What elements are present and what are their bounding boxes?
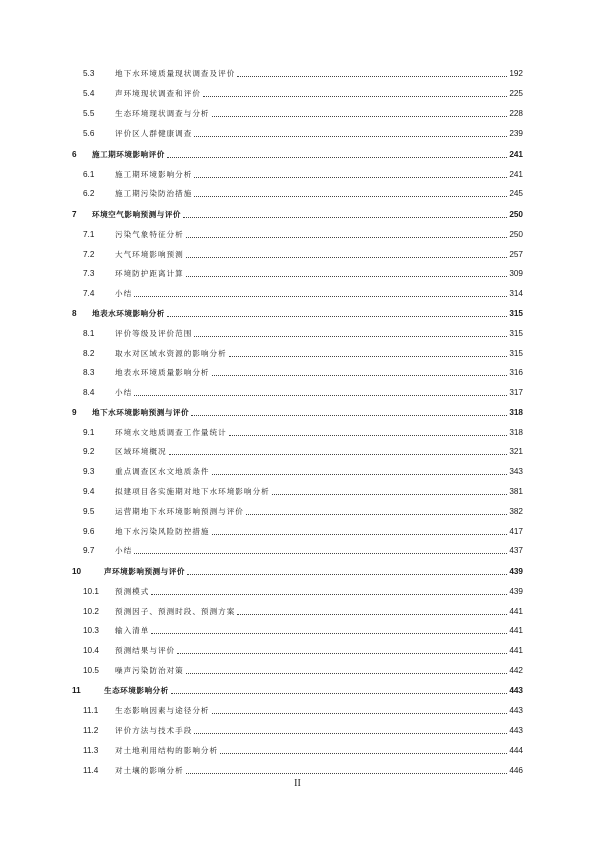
toc-section-entry[interactable] bbox=[0, 386, 595, 400]
toc-entry-page: 250 bbox=[509, 210, 523, 219]
toc-section-entry[interactable] bbox=[0, 744, 595, 758]
toc-section-entry[interactable] bbox=[0, 624, 595, 638]
toc-entry-number: 5.3 bbox=[83, 69, 95, 78]
toc-entry-number: 6.2 bbox=[83, 189, 95, 198]
toc-entry-title: 小结 bbox=[115, 388, 133, 397]
toc-entry-title: 环境空气影响预测与评价 bbox=[92, 210, 182, 219]
toc-dot-leader bbox=[186, 257, 507, 258]
toc-entry-title: 小结 bbox=[115, 289, 133, 298]
toc-entry-page: 439 bbox=[509, 587, 523, 596]
toc-entry-number: 6 bbox=[72, 150, 77, 159]
toc-entry-number: 10 bbox=[72, 567, 82, 576]
toc-entry-title: 地下水污染风险防控措施 bbox=[115, 527, 210, 536]
toc-entry-page: 225 bbox=[509, 89, 523, 98]
toc-dot-leader bbox=[229, 356, 507, 357]
toc-dot-leader bbox=[246, 514, 507, 515]
toc-dot-leader bbox=[229, 435, 507, 436]
toc-dot-leader bbox=[203, 96, 507, 97]
toc-dot-leader bbox=[186, 276, 507, 277]
toc-dot-leader bbox=[134, 553, 507, 554]
toc-entry-page: 192 bbox=[509, 69, 523, 78]
toc-dot-leader bbox=[167, 316, 507, 317]
toc-chapter-entry[interactable] bbox=[0, 406, 595, 420]
toc-dot-leader bbox=[169, 454, 507, 455]
toc-section-entry[interactable] bbox=[0, 525, 595, 539]
toc-entry-number: 10.3 bbox=[83, 626, 99, 635]
toc-entry-page: 317 bbox=[509, 388, 523, 397]
toc-entry-number: 11.4 bbox=[83, 766, 99, 775]
toc-section-entry[interactable] bbox=[0, 168, 595, 182]
toc-section-entry[interactable] bbox=[0, 764, 595, 778]
toc-entry-title: 预测模式 bbox=[115, 587, 150, 596]
toc-section-entry[interactable] bbox=[0, 544, 595, 558]
toc-entry-title: 地下水环境影响预测与评价 bbox=[92, 408, 190, 417]
toc-entry-page: 318 bbox=[509, 428, 523, 437]
toc-entry-number: 5.4 bbox=[83, 89, 95, 98]
toc-entry-page: 316 bbox=[509, 368, 523, 377]
toc-dot-leader bbox=[183, 217, 507, 218]
toc-section-entry[interactable] bbox=[0, 107, 595, 121]
toc-entry-number: 6.1 bbox=[83, 170, 95, 179]
toc-entry-title: 生态影响因素与途径分析 bbox=[115, 706, 210, 715]
toc-entry-page: 250 bbox=[509, 230, 523, 239]
toc-entry-page: 441 bbox=[509, 646, 523, 655]
toc-entry-page: 437 bbox=[509, 546, 523, 555]
toc-entry-number: 8.3 bbox=[83, 368, 95, 377]
toc-entry-number: 9.2 bbox=[83, 447, 95, 456]
toc-entry-title: 施工期环境影响评价 bbox=[92, 150, 165, 159]
toc-entry-title: 噪声污染防治对策 bbox=[115, 666, 184, 675]
toc-section-entry[interactable] bbox=[0, 87, 595, 101]
toc-entry-title: 声环境影响预测与评价 bbox=[104, 567, 185, 576]
toc-entry-page: 228 bbox=[509, 109, 523, 118]
toc-entry-number: 7.3 bbox=[83, 269, 95, 278]
toc-dot-leader bbox=[194, 733, 507, 734]
toc-entry-page: 443 bbox=[509, 686, 523, 695]
toc-dot-leader bbox=[212, 116, 507, 117]
toc-dot-leader bbox=[194, 177, 507, 178]
toc-entry-title: 评价区人群健康调查 bbox=[115, 129, 193, 138]
toc-entry-page: 321 bbox=[509, 447, 523, 456]
toc-entry-page: 439 bbox=[509, 567, 523, 576]
toc-entry-page: 441 bbox=[509, 626, 523, 635]
toc-entry-title: 地下水环境质量现状调查及评价 bbox=[115, 69, 236, 78]
toc-entry-number: 7.2 bbox=[83, 250, 95, 259]
toc-entry-page: 343 bbox=[509, 467, 523, 476]
toc-dot-leader bbox=[186, 237, 507, 238]
toc-entry-number: 11 bbox=[72, 686, 81, 695]
toc-entry-number: 7.4 bbox=[83, 289, 95, 298]
toc-dot-leader bbox=[151, 633, 507, 634]
toc-entry-page: 257 bbox=[509, 250, 523, 259]
toc-entry-page: 315 bbox=[509, 309, 523, 318]
toc-entry-page: 442 bbox=[509, 666, 523, 675]
toc-dot-leader bbox=[194, 196, 507, 197]
toc-entry-title: 生态环境现状调查与分析 bbox=[115, 109, 210, 118]
toc-dot-leader bbox=[194, 136, 507, 137]
toc-dot-leader bbox=[186, 773, 507, 774]
toc-entry-title: 生态环境影响分析 bbox=[104, 686, 169, 695]
toc-entry-number: 8.1 bbox=[83, 329, 95, 338]
toc-section-entry[interactable] bbox=[0, 187, 595, 201]
toc-entry-page: 245 bbox=[509, 189, 523, 198]
toc-dot-leader bbox=[212, 534, 507, 535]
toc-section-entry[interactable] bbox=[0, 127, 595, 141]
toc-entry-page: 318 bbox=[509, 408, 523, 417]
toc-section-entry[interactable] bbox=[0, 724, 595, 738]
toc-dot-leader bbox=[187, 574, 507, 575]
toc-section-entry[interactable] bbox=[0, 267, 595, 281]
toc-dot-leader bbox=[212, 474, 507, 475]
toc-dot-leader bbox=[177, 653, 507, 654]
toc-dot-leader bbox=[237, 76, 507, 77]
toc-chapter-entry[interactable] bbox=[0, 684, 595, 698]
toc-entry-number: 10.5 bbox=[83, 666, 99, 675]
toc-entry-number: 9.7 bbox=[83, 546, 95, 555]
toc-entry-title: 取水对区域水资源的影响分析 bbox=[115, 349, 227, 358]
toc-dot-leader bbox=[212, 713, 507, 714]
toc-entry-page: 444 bbox=[509, 746, 523, 755]
toc-entry-title: 对土地利用结构的影响分析 bbox=[115, 746, 219, 755]
toc-entry-number: 11.3 bbox=[83, 746, 99, 755]
toc-entry-title: 输入清单 bbox=[115, 626, 150, 635]
toc-entry-page: 441 bbox=[509, 607, 523, 616]
toc-entry-number: 9.5 bbox=[83, 507, 95, 516]
toc-entry-number: 9.6 bbox=[83, 527, 95, 536]
toc-chapter-entry[interactable] bbox=[0, 208, 595, 222]
toc-entry-number: 10.4 bbox=[83, 646, 99, 655]
toc-entry-title: 预测因子、预测时段、预测方案 bbox=[115, 607, 236, 616]
toc-section-entry[interactable] bbox=[0, 445, 595, 459]
toc-dot-leader bbox=[151, 594, 507, 595]
toc-entry-title: 运营期地下水环境影响预测与评价 bbox=[115, 507, 244, 516]
toc-section-entry[interactable] bbox=[0, 366, 595, 380]
toc-entry-page: 314 bbox=[509, 289, 523, 298]
toc-section-entry[interactable] bbox=[0, 585, 595, 599]
toc-entry-number: 8 bbox=[72, 309, 77, 318]
toc-section-entry[interactable] bbox=[0, 248, 595, 262]
toc-entry-title: 环境水文地质调查工作量统计 bbox=[115, 428, 227, 437]
toc-entry-number: 11.2 bbox=[83, 726, 99, 735]
toc-entry-number: 9.1 bbox=[83, 428, 95, 437]
toc-entry-number: 10.1 bbox=[83, 587, 99, 596]
toc-entry-title: 施工期污染防治措施 bbox=[115, 189, 193, 198]
toc-entry-page: 382 bbox=[509, 507, 523, 516]
toc-entry-number: 7.1 bbox=[83, 230, 95, 239]
toc-section-entry[interactable] bbox=[0, 505, 595, 519]
toc-entry-number: 11.1 bbox=[83, 706, 99, 715]
toc-entry-page: 241 bbox=[509, 170, 523, 179]
toc-dot-leader bbox=[191, 415, 507, 416]
toc-entry-title: 对土壤的影响分析 bbox=[115, 766, 184, 775]
toc-section-entry[interactable] bbox=[0, 465, 595, 479]
toc-dot-leader bbox=[134, 395, 507, 396]
toc-entry-page: 309 bbox=[509, 269, 523, 278]
toc-section-entry[interactable] bbox=[0, 664, 595, 678]
toc-entry-title: 重点调查区水文地质条件 bbox=[115, 467, 210, 476]
toc-entry-title: 地表水环境质量影响分析 bbox=[115, 368, 210, 377]
toc-entry-number: 5.5 bbox=[83, 109, 95, 118]
toc-entry-page: 381 bbox=[509, 487, 523, 496]
toc-entry-page: 446 bbox=[509, 766, 523, 775]
toc-entry-number: 9 bbox=[72, 408, 77, 417]
toc-entry-number: 8.2 bbox=[83, 349, 95, 358]
toc-entry-title: 施工期环境影响分析 bbox=[115, 170, 193, 179]
toc-dot-leader bbox=[186, 673, 507, 674]
toc-entry-title: 评价方法与技术手段 bbox=[115, 726, 193, 735]
toc-dot-leader bbox=[272, 494, 507, 495]
toc-entry-title: 污染气象特征分析 bbox=[115, 230, 184, 239]
page-number: II bbox=[294, 778, 301, 789]
toc-entry-number: 10.2 bbox=[83, 607, 99, 616]
toc-entry-title: 拟建项目各实施期对地下水环境影响分析 bbox=[115, 487, 270, 496]
toc-entry-page: 417 bbox=[509, 527, 523, 536]
toc-dot-leader bbox=[212, 375, 507, 376]
toc-section-entry[interactable] bbox=[0, 287, 595, 301]
toc-entry-title: 大气环境影响预测 bbox=[115, 250, 184, 259]
toc-entry-number: 8.4 bbox=[83, 388, 95, 397]
toc-entry-page: 443 bbox=[509, 706, 523, 715]
toc-section-entry[interactable] bbox=[0, 327, 595, 341]
toc-section-entry[interactable] bbox=[0, 67, 595, 81]
toc-chapter-entry[interactable] bbox=[0, 148, 595, 162]
toc-entry-page: 443 bbox=[509, 726, 523, 735]
toc-entry-title: 声环境现状调查和评价 bbox=[115, 89, 201, 98]
toc-dot-leader bbox=[220, 753, 507, 754]
toc-section-entry[interactable] bbox=[0, 228, 595, 242]
toc-entry-title: 环境防护距离计算 bbox=[115, 269, 184, 278]
toc-entry-page: 315 bbox=[509, 329, 523, 338]
toc-dot-leader bbox=[194, 336, 507, 337]
toc-entry-page: 239 bbox=[509, 129, 523, 138]
toc-entry-title: 小结 bbox=[115, 546, 133, 555]
toc-entry-number: 7 bbox=[72, 210, 77, 219]
toc-chapter-entry[interactable] bbox=[0, 307, 595, 321]
toc-dot-leader bbox=[134, 296, 507, 297]
toc-section-entry[interactable] bbox=[0, 704, 595, 718]
toc-entry-number: 9.3 bbox=[83, 467, 95, 476]
toc-entry-title: 预测结果与评价 bbox=[115, 646, 176, 655]
toc-entry-title: 评价等级及评价范围 bbox=[115, 329, 193, 338]
toc-entry-number: 5.6 bbox=[83, 129, 95, 138]
toc-entry-title: 区域环境概况 bbox=[115, 447, 167, 456]
toc-entry-number: 9.4 bbox=[83, 487, 95, 496]
toc-entry-page: 241 bbox=[509, 150, 523, 159]
toc-section-entry[interactable] bbox=[0, 426, 595, 440]
toc-dot-leader bbox=[237, 614, 507, 615]
toc-section-entry[interactable] bbox=[0, 605, 595, 619]
toc-section-entry[interactable] bbox=[0, 644, 595, 658]
toc-section-entry[interactable] bbox=[0, 347, 595, 361]
toc-section-entry[interactable] bbox=[0, 485, 595, 499]
toc-dot-leader bbox=[171, 693, 507, 694]
toc-dot-leader bbox=[167, 157, 507, 158]
toc-entry-page: 315 bbox=[509, 349, 523, 358]
toc-chapter-entry[interactable] bbox=[0, 565, 595, 579]
toc-entry-title: 地表水环境影响分析 bbox=[92, 309, 165, 318]
